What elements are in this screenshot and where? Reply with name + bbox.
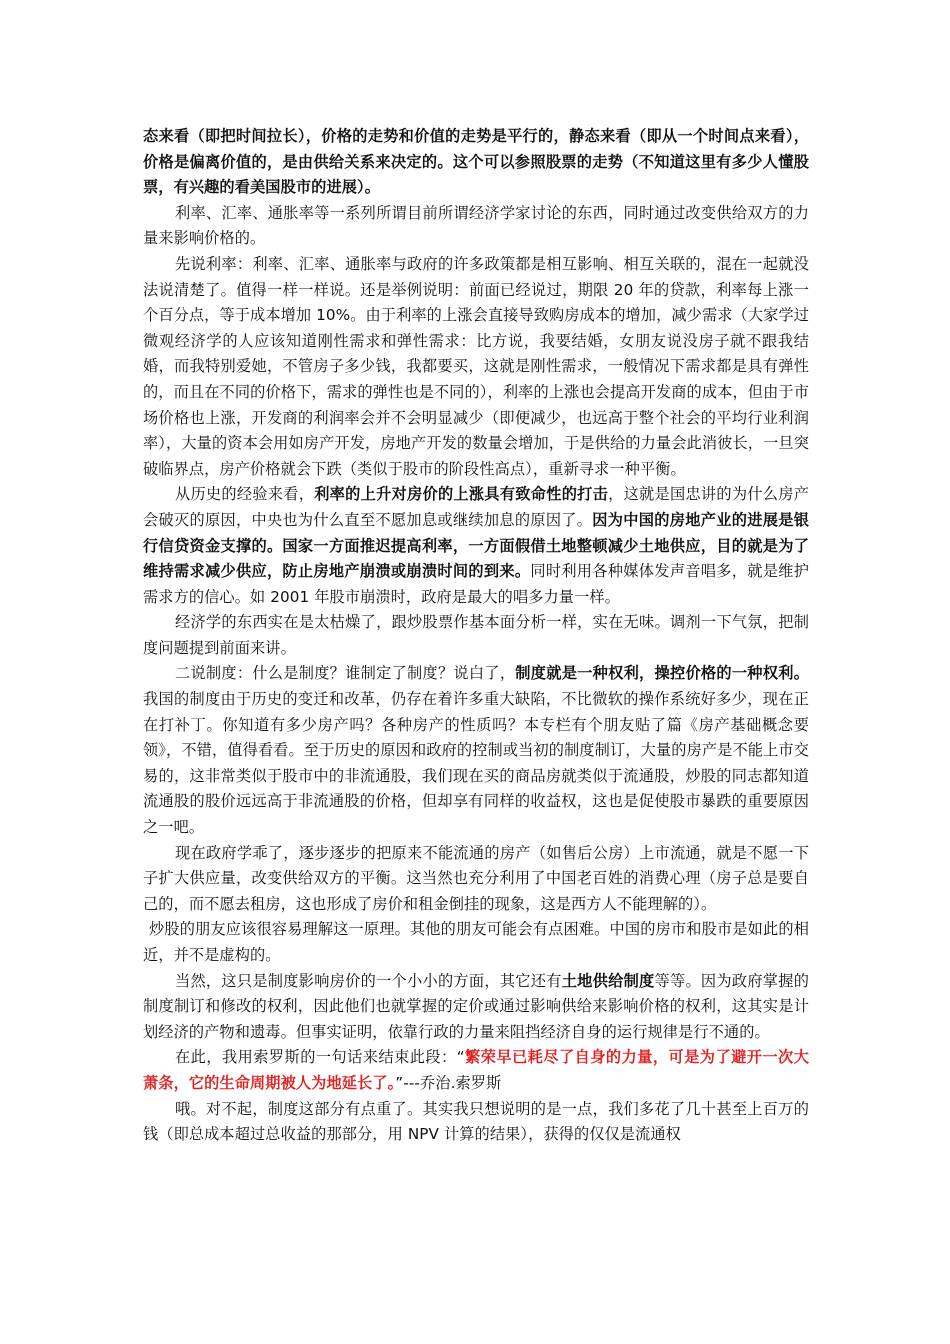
text-segment: 态来看（即把时间拉长），价格的走势和价值的走势是平行的，静态来看（即从一个时间点来看），价格是偏离价值的，是由供给关系来决定的。这个可以参照股票的走势（不知道这里有多少人懂股票，有兴趣的看美国股市的进展）。 [143,127,809,197]
bold-text-segment: 利率的上升对房价的上涨具有致命性的打击 [314,485,609,504]
text-segment: 在此，我用索罗斯的一句话来结束此段：“ [175,1048,465,1067]
text-segment: 二说制度：什么是制度？谁制定了制度？说白了， [175,664,516,683]
text-segment: 从历史的经验来看， [175,485,315,504]
quote-attribution: ”---乔治.索罗斯 [395,1073,502,1092]
paragraph-3 [143,252,809,482]
paragraph-1 [143,124,809,201]
paragraph-2 [143,201,809,252]
text-segment: 经济学的东西实在是太枯燥了，跟炒股票作基本面分析一样，实在无味。调剂一下气氛，把制度问题提到前面来讲。 [143,613,809,657]
bold-text-segment: 土地供给制度 [561,971,655,990]
text-segment: 等等。因为政府掌握的制度制订和修改的权利，因此他们也就掌握的定价或通过影响供给来影响价格的权利，这其实是计划经济的产物和遗毒。但事实证明，依靠行政的力量来阻挡经济自身的运行规律是行不通的。 [143,971,810,1041]
text-segment: 现在政府学乖了，逐步逐步的把原来不能流通的房产（如售后公房）上市流通，就是不愿一下子扩大供应量，改变供给双方的平衡。这当然也充分利用了中国老百姓的消费心理（房子总是要自己的，而不愿去租房，这也形成了房价和租金倒挂的现象，这是西方人不能理解的）。 [143,843,809,913]
text-segment: 当然，这只是制度影响房价的一个小小的方面，其它还有 [175,971,562,990]
text-segment: 哦。对不起，制度这部分有点重了。其实我只想说明的是一点，我们多花了几十甚至上百万的钱（即总成本超过总收益的那部分，用 NPV 计算的结果），获得的仅仅是流通权 [143,1099,809,1144]
paragraph-11 [143,1097,809,1148]
paragraph-10 [143,1045,809,1096]
paragraph-4 [143,482,809,610]
bold-text-segment: 制度就是一种权利，操控价格的一种权利。 [515,664,810,683]
text-segment: 炒股的朋友应该很容易理解这一原理。其他的朋友可能会有点困难。中国的房市和股市是如此的相近，并不是虚构的。 [143,920,809,964]
document-body [143,124,809,1148]
paragraph-9 [143,969,809,1046]
text-segment: 同时利用各种媒体发声音唱多，就是维护需求方的信心。如 2001 年股市崩溃时，政府是最大的唱多力量一样。 [143,562,809,606]
paragraph-5 [143,610,809,661]
text-segment: 我国的制度由于历史的变迁和改革，仍存在着许多重大缺陷，不比微软的操作系统好多少，现在正在打补丁。你知道有多少房产吗？各种房产的性质吗？本专栏有个朋友贴了篇《房产基础概念要领》，不错，值得看看。至于历史的原因和政府的控制或当初的制度制订，大量的房产是不能上市交易的，这非常类似于股市中的非流通股，我们现在买的商品房就类似于流通股，炒股的同志都知道流通股的股价远远高于非流通股的价格，但却享有同样的收益权，这也是促使股市暴跌的重要原因之一吧。 [143,690,809,837]
text-segment: 先说利率：利率、汇率、通胀率与政府的许多政策都是相互影响、相互关联的，混在一起就没法说清楚了。值得一样一样说。还是举例说明：前面已经说过，期限 20 年的贷款，利率每上涨一个百分点，等于成本增加 10%。由于利率的上涨会直接导致购房成本的增加，减少需求（大家学过微观经济学的人应该知道刚性需求和弹性需求：比方说，我要结婚，女朋友说没房子就不跟我结婚，而我特别爱她，不管房子多少钱，我都要买，这就是刚性需求，一般情况下需求都是具有弹性的，而且在不同的价格下，需求的弹性也是不同的），利率的上涨也会提高开发商的成本，但由于市场价格也上涨，开发商的利润率会并不会明显减少（即便减少，也远高于整个社会的平均行业利润率），大量的资本会用如房产开发，房地产开发的数量会增加，于是供给的力量会此消彼长，一旦突破临界点，房产价格就会下跌（类似于股市的阶段性高点），重新寻求一种平衡。 [143,254,809,478]
text-segment: 利率、汇率、通胀率等一系列所谓目前所谓经济学家讨论的东西，同时通过改变供给双方的力量来影响价格的。 [143,203,809,248]
paragraph-8 [143,917,809,968]
text-segment: ，这就是国忠讲的为什么房产会破灭的原因，中央也为什么直至不愿加息或继续加息的原因了。 [143,485,810,529]
soros-quote: 繁荣早已耗尽了自身的力量，可是为了避开一次大萧条，它的生命周期被人为地延长了。 [143,1048,809,1092]
paragraph-7 [143,841,809,918]
bold-text-segment: 因为中国的房地产业的进展是银行信贷资金支撑的。国家一方面推迟提高利率，一方面假借土地整顿减少土地供应，目的就是为了维持需求减少供应，防止房地产崩溃或崩溃时间的到来。 [143,510,809,581]
paragraph-6 [143,661,809,840]
